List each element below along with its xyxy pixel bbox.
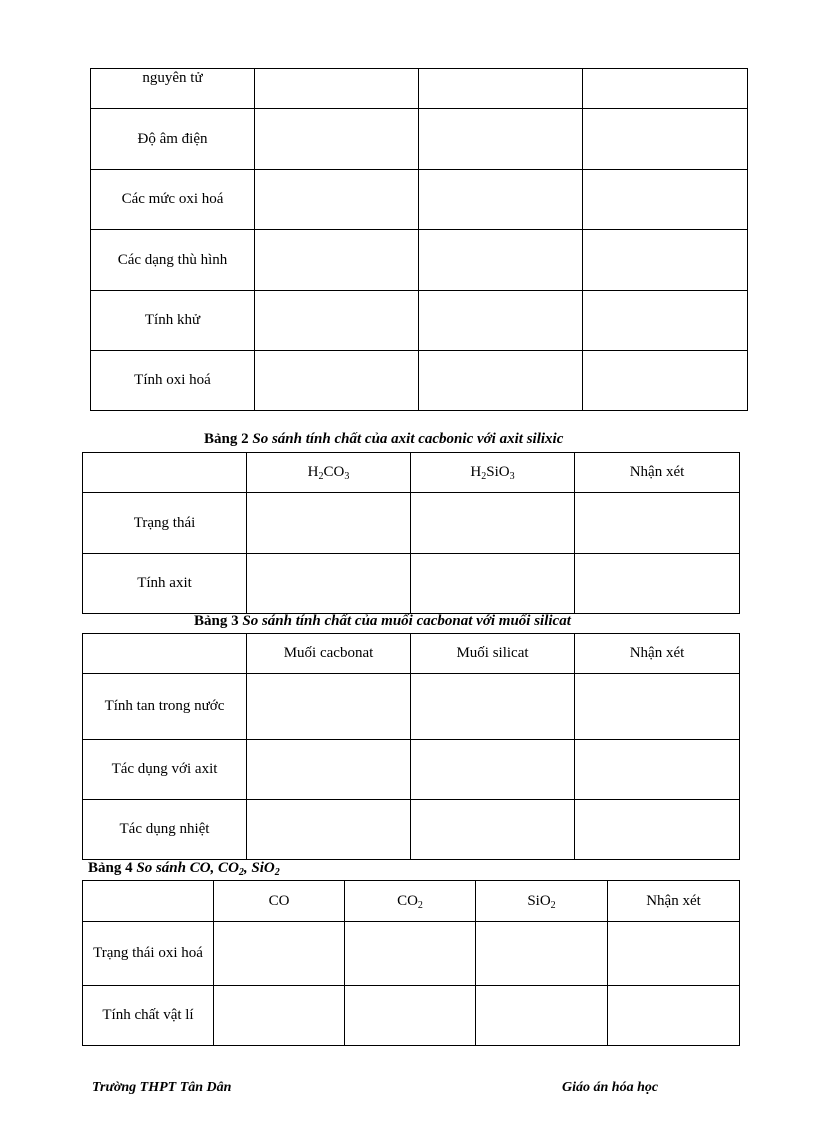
table-2 <box>82 452 740 614</box>
table-row <box>91 291 748 351</box>
header-h2co3: $H_2CO_3$ <box>247 453 411 493</box>
table-row <box>83 554 740 614</box>
header-remark: Nhận xét <box>575 453 740 493</box>
table-4 <box>82 880 740 1046</box>
table-row <box>83 674 740 740</box>
table-row <box>91 69 748 109</box>
row-label: Tác dụng với axit <box>83 740 247 800</box>
row-label: Trạng thái oxi hoá <box>83 922 214 986</box>
row-label: Độ âm điện <box>91 109 255 170</box>
header-co: CO <box>214 881 345 922</box>
header-cell: Nhận xét <box>575 634 740 674</box>
row-label: Tính khử <box>91 291 255 351</box>
footer-school: Trường THPT Tân Dân <box>92 1080 232 1095</box>
row-label: nguyên tử <box>91 69 255 109</box>
row-label: Tính chất vật lí <box>83 986 214 1046</box>
header-co2: $CO_2$ <box>345 881 476 922</box>
header-cell: Muối silicat <box>411 634 575 674</box>
table-3-caption: Bảng 3 So sánh tính chất của muối cacbonat với muối silicat <box>194 613 571 629</box>
table-row <box>83 986 740 1046</box>
table-row <box>83 493 740 554</box>
row-label: Các mức oxi hoá <box>91 170 255 230</box>
table-header-row <box>83 453 740 493</box>
table-row <box>91 351 748 411</box>
table-row <box>91 170 748 230</box>
header-sio2: SiO$_2$ <box>476 881 608 922</box>
header-remark: Nhận xét <box>608 881 740 922</box>
table-row <box>91 109 748 170</box>
row-label: Trạng thái <box>83 493 247 554</box>
table-row <box>83 740 740 800</box>
table-2-caption: Bảng 2 So sánh tính chất của axit cacbonic với axit silixic <box>204 431 564 447</box>
table-4-caption: Bảng 4 So sánh CO, $CO_2$, SiO$_2$ <box>88 860 280 878</box>
header-cell: Muối cacbonat <box>247 634 411 674</box>
row-label: Các dạng thù hình <box>91 230 255 291</box>
table-header-row <box>83 634 740 674</box>
table-header-row <box>83 881 740 922</box>
row-label: Tính axit <box>83 554 247 614</box>
table-row <box>83 800 740 860</box>
table-row <box>83 922 740 986</box>
row-label: Tác dụng nhiệt <box>83 800 247 860</box>
row-label: Tính oxi hoá <box>91 351 255 411</box>
table-1 <box>90 68 748 411</box>
footer-doc-title: Giáo án hóa học <box>562 1080 659 1095</box>
table-row <box>91 230 748 291</box>
header-h2sio3: $H_2SiO_3$ <box>411 453 575 493</box>
row-label: Tính tan trong nước <box>83 674 247 740</box>
table-3 <box>82 633 740 860</box>
